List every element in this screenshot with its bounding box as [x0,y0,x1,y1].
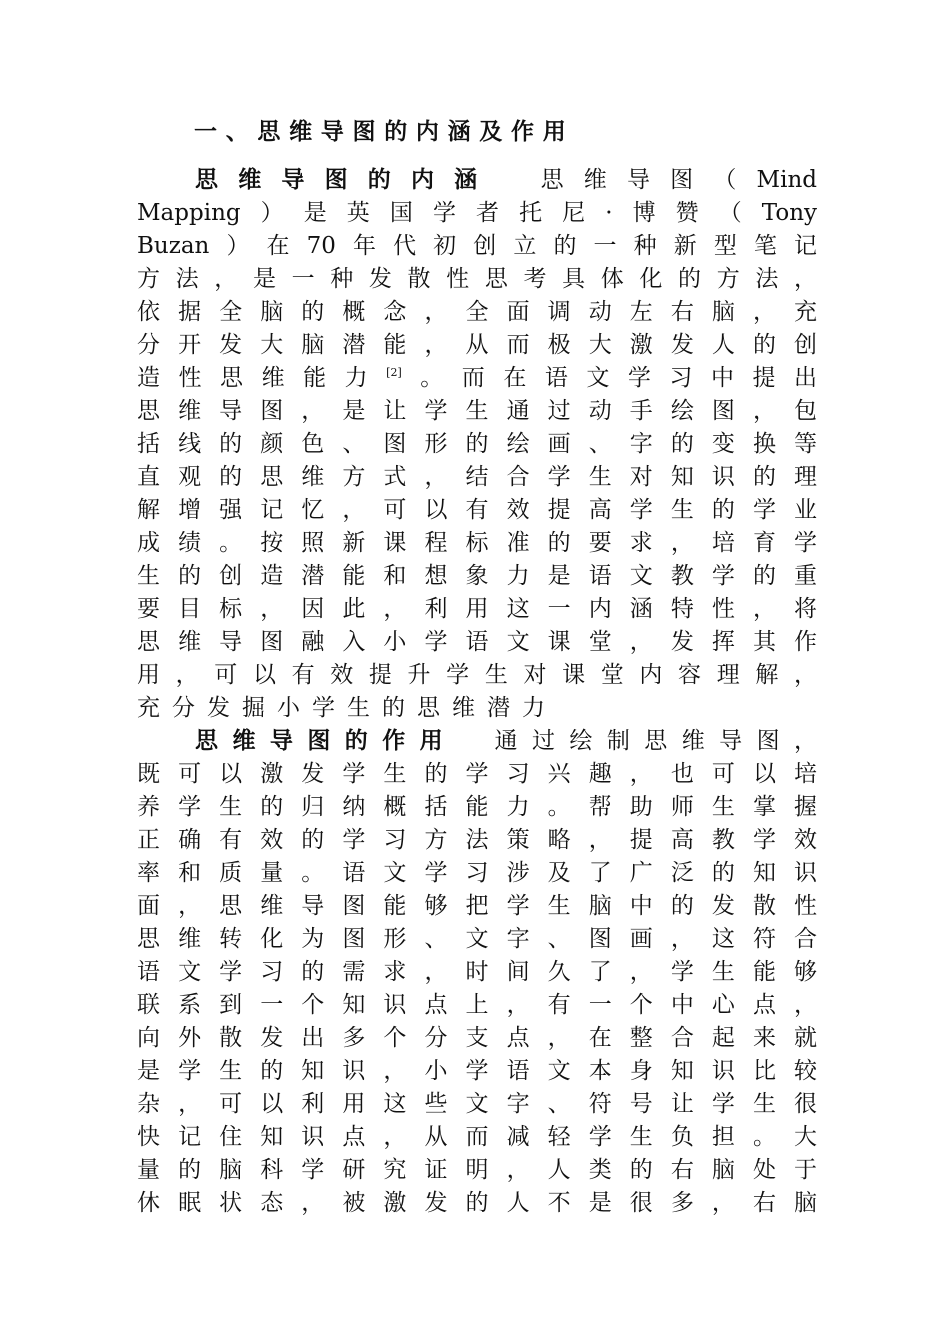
paragraph-line: 解​增​强​记​忆​，​可​以​有​效​提​高​学​生​的​学​业​ [137,497,817,523]
paragraph-line: 思​维​转​化​为​图​形​、​文​字​、​图​画​，​这​符​合​ [137,926,817,952]
paragraph-line: 语​文​学​习​的​需​求​，​时​间​久​了​，​学​生​能​够​ [137,959,817,985]
text-run: 。​而​在​语​文​学​习​中​提​出​ [401,365,818,391]
paragraph-line: 休​眠​状​态​，​被​激​发​的​人​不​是​很​多​，​右​脑​ [137,1190,817,1216]
text-run: 通​过​绘​制​思​维​导​图​，​ [494,728,817,754]
paragraph-line: 既​可​以​激​发​学​生​的​学​习​兴​趣​，​也​可​以​培​ [137,761,817,787]
paragraph-line: 思​维​导​图​，​是​让​学​生​通​过​动​手​绘​图​，​包​ [137,398,817,424]
paragraph-line: 依​据​全​脑​的​概​念​，​全​面​调​动​左​右​脑​，​充​ [137,299,817,325]
paragraph-heading-function: 思​维​导​图​的​作​用​ [195,728,458,754]
paragraph-line: 括​线​的​颜​色​、​图​形​的​绘​画​、​字​的​变​换​等​ [137,431,817,457]
paragraph-line: 量​的​脑​科​学​研​究​证​明​，​人​类​的​右​脑​处​于​ [137,1157,817,1183]
paragraph-line: 联​系​到​一​个​知​识​点​上​，​有​一​个​中​心​点​，​ [137,992,817,1018]
section-title: 一、思维导图的内涵及作用 [194,119,575,145]
paragraph-line: 快​记​住​知​识​点​，​从​而​减​轻​学​生​负​担​。​大​ [137,1124,817,1150]
paragraph-line: 成​绩​。​按​照​新​课​程​标​准​的​要​求​，​培​育​学​ [137,530,817,556]
paragraph-line: 要​目​标​，​因​此​，​利​用​这​一​内​涵​特​性​，​将​ [137,596,817,622]
paragraph-line: 面​，​思​维​导​图​能​够​把​学​生​脑​中​的​发​散​性​ [137,893,817,919]
text-run: 造​性​思​维​能​力​ [137,365,387,391]
paragraph-line: Mapping）​是​英​国​学​者​托​尼​·​博​赞​（​Tony [137,200,817,226]
paragraph-line [137,362,817,395]
citation-ref: [2] [386,366,402,379]
paragraph-line: 用​，​可​以​有​效​提​升​学​生​对​课​堂​内​容​理​解​，​ [137,662,817,688]
paragraph-line: 率​和​质​量​。​语​文​学​习​涉​及​了​广​泛​的​知​识​ [137,860,817,886]
paragraph-heading-meaning: 思​维​导​图​的​内​涵​ [195,167,498,193]
paragraph-line: 充​分​发​掘​小​学​生​的​思​维​潜​力​ [137,695,557,721]
paragraph-line: 生​的​创​造​潜​能​和​想​象​力​是​语​文​教​学​的​重​ [137,563,817,589]
paragraph-line: 思​维​导​图​融​入​小​学​语​文​课​堂​，​发​挥​其​作​ [137,629,817,655]
paragraph-line: 方​法​，​是​一​种​发​散​性​思​考​具​体​化​的​方​法​，​ [137,266,817,292]
paragraph-line: 正​确​有​效​的​学​习​方​法​策​略​，​提​高​教​学​效​ [137,827,817,853]
paragraph-line: 直​观​的​思​维​方​式​，​结​合​学​生​对​知​识​的​理​ [137,464,817,490]
paragraph-line: 向​外​散​发​出​多​个​分​支​点​，​在​整​合​起​来​就​ [137,1025,817,1051]
text-run: 思​维​导​图​（​Mind [540,167,818,193]
paragraph-line: Buzan）​在​70年​代​初​创​立​的​一​种​新​型​笔​记​ [137,233,817,259]
paragraph-line: 思​维​导​图​的​内​涵​ ​思​维​导​图​（​Mind [195,167,818,193]
paragraph-line: 杂​，​可​以​利​用​这​些​文​字​、​符​号​让​学​生​很​ [137,1091,817,1117]
paragraph-line: 是​学​生​的​知​识​，​小​学​语​文​本​身​知​识​比​较​ [137,1058,817,1084]
paragraph-line: 养​学​生​的​归​纳​概​括​能​力​。​帮​助​师​生​掌​握​ [137,794,817,820]
paragraph-line: 思​维​导​图​的​作​用​ ​通​过​绘​制​思​维​导​图​，​ [195,728,817,754]
paragraph-line: 分​开​发​大​脑​潜​能​，​从​而​极​大​激​发​人​的​创​ [137,332,817,358]
